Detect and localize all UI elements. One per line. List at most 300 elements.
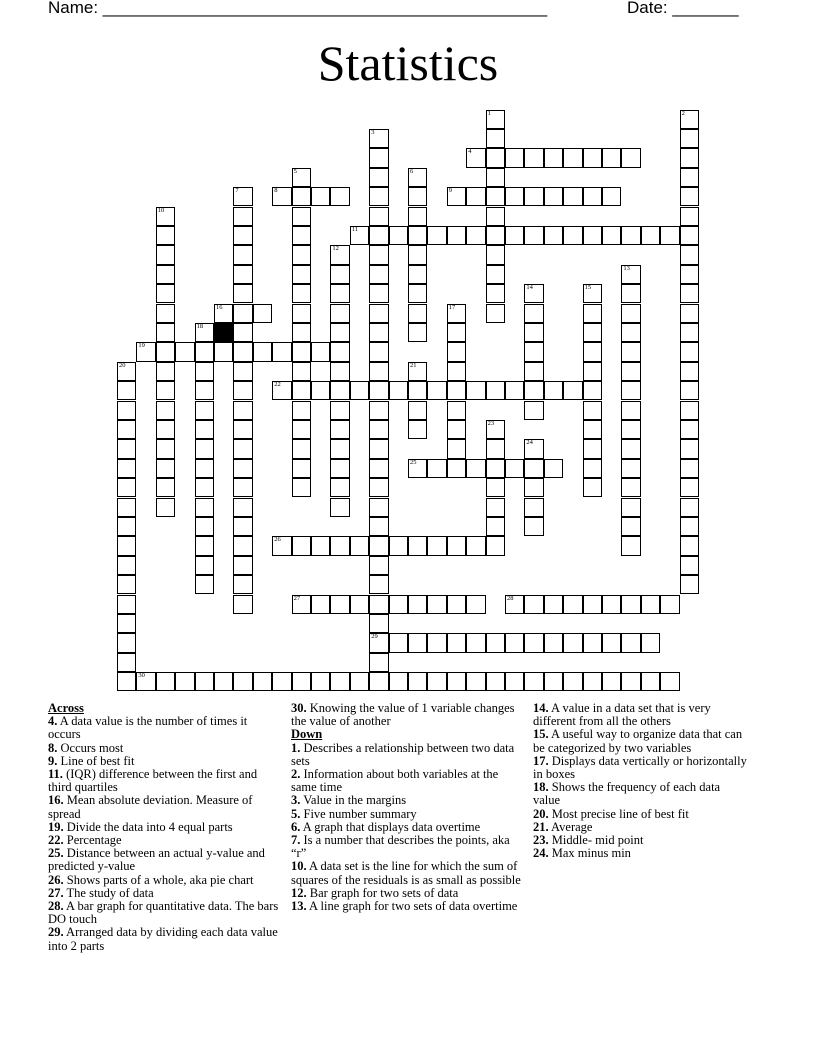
crossword-cell[interactable] (369, 148, 388, 167)
crossword-cell[interactable] (486, 498, 505, 517)
crossword-cell[interactable] (408, 362, 427, 381)
crossword-cell[interactable] (408, 536, 427, 555)
crossword-cell[interactable] (486, 148, 505, 167)
crossword-cell[interactable] (408, 304, 427, 323)
crossword-cell[interactable] (524, 381, 543, 400)
crossword-cell[interactable] (563, 148, 582, 167)
crossword-cell[interactable] (233, 323, 252, 342)
crossword-cell[interactable] (330, 284, 349, 303)
crossword-cell[interactable] (156, 226, 175, 245)
crossword-cell[interactable] (524, 148, 543, 167)
crossword-cell[interactable] (505, 595, 524, 614)
crossword-cell[interactable] (408, 168, 427, 187)
date-line[interactable]: Date: _______ (627, 0, 739, 17)
crossword-cell[interactable] (195, 556, 214, 575)
crossword-cell[interactable] (233, 498, 252, 517)
crossword-cell[interactable] (466, 459, 485, 478)
crossword-cell[interactable] (156, 245, 175, 264)
crossword-cell[interactable] (602, 226, 621, 245)
crossword-cell[interactable] (680, 187, 699, 206)
crossword-cell[interactable] (369, 168, 388, 187)
crossword-cell[interactable] (544, 672, 563, 691)
crossword-cell[interactable] (292, 323, 311, 342)
crossword-cell[interactable] (117, 575, 136, 594)
crossword-cell[interactable] (621, 498, 640, 517)
crossword-cell[interactable] (369, 245, 388, 264)
crossword-cell[interactable] (408, 323, 427, 342)
crossword-cell[interactable] (369, 207, 388, 226)
crossword-cell[interactable] (272, 672, 291, 691)
crossword-cell[interactable] (195, 536, 214, 555)
crossword-cell[interactable] (330, 595, 349, 614)
crossword-cell[interactable] (680, 556, 699, 575)
crossword-cell[interactable] (350, 672, 369, 691)
crossword-cell[interactable] (369, 342, 388, 361)
crossword-cell[interactable] (680, 304, 699, 323)
crossword-cell[interactable] (156, 265, 175, 284)
crossword-cell[interactable] (292, 381, 311, 400)
crossword-cell[interactable] (524, 362, 543, 381)
crossword-cell[interactable] (408, 226, 427, 245)
crossword-cell[interactable] (117, 556, 136, 575)
crossword-cell[interactable] (621, 342, 640, 361)
crossword-cell[interactable] (292, 420, 311, 439)
crossword-cell[interactable] (195, 498, 214, 517)
crossword-cell[interactable] (466, 381, 485, 400)
crossword-cell[interactable] (156, 323, 175, 342)
crossword-cell[interactable] (447, 672, 466, 691)
crossword-cell[interactable] (156, 478, 175, 497)
crossword-cell[interactable] (680, 265, 699, 284)
crossword-cell[interactable] (680, 401, 699, 420)
crossword-cell[interactable] (583, 595, 602, 614)
crossword-cell[interactable] (602, 672, 621, 691)
crossword-cell[interactable] (621, 226, 640, 245)
crossword-cell[interactable] (466, 187, 485, 206)
crossword-cell[interactable] (156, 362, 175, 381)
crossword-cell[interactable] (680, 148, 699, 167)
crossword-cell[interactable] (680, 207, 699, 226)
crossword-cell[interactable] (583, 420, 602, 439)
crossword-cell[interactable] (233, 401, 252, 420)
crossword-cell[interactable] (505, 148, 524, 167)
crossword-cell[interactable] (117, 459, 136, 478)
crossword-cell[interactable] (195, 323, 214, 342)
crossword-cell[interactable] (660, 672, 679, 691)
crossword-cell[interactable] (602, 595, 621, 614)
crossword-cell[interactable] (466, 595, 485, 614)
crossword-cell[interactable] (621, 478, 640, 497)
crossword-cell[interactable] (466, 633, 485, 652)
crossword-cell[interactable] (486, 284, 505, 303)
crossword-cell[interactable] (447, 536, 466, 555)
crossword-cell[interactable] (544, 148, 563, 167)
crossword-cell[interactable] (292, 401, 311, 420)
crossword-cell[interactable] (447, 187, 466, 206)
crossword-cell[interactable] (195, 362, 214, 381)
crossword-cell[interactable] (408, 207, 427, 226)
crossword-cell[interactable] (641, 226, 660, 245)
crossword-cell[interactable] (330, 342, 349, 361)
crossword-cell[interactable] (408, 459, 427, 478)
crossword-cell[interactable] (524, 595, 543, 614)
crossword-cell[interactable] (330, 498, 349, 517)
crossword-cell[interactable] (524, 498, 543, 517)
crossword-cell[interactable] (117, 595, 136, 614)
crossword-cell[interactable] (447, 595, 466, 614)
crossword-cell[interactable] (369, 556, 388, 575)
crossword-cell[interactable] (233, 284, 252, 303)
crossword-cell[interactable] (330, 420, 349, 439)
crossword-cell[interactable] (136, 342, 155, 361)
crossword-cell[interactable] (466, 536, 485, 555)
crossword-cell[interactable] (233, 245, 252, 264)
crossword-cell[interactable] (233, 226, 252, 245)
crossword-cell[interactable] (292, 168, 311, 187)
crossword-cell[interactable] (583, 148, 602, 167)
crossword-cell[interactable] (583, 381, 602, 400)
crossword-cell[interactable] (117, 439, 136, 458)
crossword-cell[interactable] (156, 498, 175, 517)
crossword-cell[interactable] (524, 517, 543, 536)
crossword-cell[interactable] (233, 595, 252, 614)
crossword-cell[interactable] (427, 536, 446, 555)
crossword-cell[interactable] (641, 595, 660, 614)
crossword-cell[interactable] (330, 187, 349, 206)
crossword-cell[interactable] (544, 595, 563, 614)
crossword-cell[interactable] (195, 439, 214, 458)
crossword-cell[interactable] (447, 323, 466, 342)
crossword-cell[interactable] (330, 672, 349, 691)
crossword-cell[interactable] (292, 226, 311, 245)
crossword-cell[interactable] (583, 362, 602, 381)
crossword-cell[interactable] (408, 265, 427, 284)
crossword-cell[interactable] (408, 187, 427, 206)
crossword-cell[interactable] (447, 633, 466, 652)
crossword-cell[interactable] (195, 672, 214, 691)
crossword-cell[interactable] (680, 420, 699, 439)
crossword-cell[interactable] (602, 187, 621, 206)
crossword-cell[interactable] (233, 187, 252, 206)
crossword-cell[interactable] (680, 381, 699, 400)
crossword-cell[interactable] (156, 381, 175, 400)
crossword-cell[interactable] (253, 304, 272, 323)
crossword-cell[interactable] (544, 633, 563, 652)
crossword-cell[interactable] (486, 304, 505, 323)
crossword-cell[interactable] (292, 672, 311, 691)
crossword-cell[interactable] (389, 672, 408, 691)
crossword-cell[interactable] (292, 362, 311, 381)
crossword-cell[interactable] (156, 459, 175, 478)
crossword-cell[interactable] (447, 439, 466, 458)
crossword-cell[interactable] (466, 672, 485, 691)
crossword-cell[interactable] (350, 381, 369, 400)
crossword-cell[interactable] (680, 323, 699, 342)
crossword-cell[interactable] (486, 168, 505, 187)
crossword-cell[interactable] (621, 148, 640, 167)
crossword-cell[interactable] (330, 439, 349, 458)
crossword-cell[interactable] (195, 401, 214, 420)
crossword-cell[interactable] (253, 672, 272, 691)
crossword-cell[interactable] (292, 304, 311, 323)
crossword-cell[interactable] (486, 226, 505, 245)
crossword-cell[interactable] (369, 478, 388, 497)
crossword-cell[interactable] (292, 245, 311, 264)
crossword-cell[interactable] (117, 381, 136, 400)
crossword-cell[interactable] (156, 672, 175, 691)
crossword-cell[interactable] (233, 207, 252, 226)
crossword-cell[interactable] (466, 148, 485, 167)
crossword-cell[interactable] (369, 536, 388, 555)
crossword-cell[interactable] (524, 342, 543, 361)
crossword-cell[interactable] (330, 401, 349, 420)
crossword-cell[interactable] (524, 672, 543, 691)
crossword-cell[interactable] (486, 187, 505, 206)
crossword-cell[interactable] (117, 633, 136, 652)
crossword-cell[interactable] (156, 207, 175, 226)
crossword-cell[interactable] (524, 478, 543, 497)
crossword-cell[interactable] (214, 672, 233, 691)
crossword-cell[interactable] (195, 517, 214, 536)
crossword-cell[interactable] (156, 304, 175, 323)
crossword-cell[interactable] (330, 536, 349, 555)
crossword-cell[interactable] (447, 226, 466, 245)
crossword-cell[interactable] (369, 614, 388, 633)
crossword-cell[interactable] (272, 187, 291, 206)
crossword-cell[interactable] (447, 342, 466, 361)
crossword-cell[interactable] (369, 672, 388, 691)
crossword-cell[interactable] (680, 110, 699, 129)
crossword-cell[interactable] (583, 401, 602, 420)
crossword-cell[interactable] (175, 342, 194, 361)
crossword-cell[interactable] (253, 342, 272, 361)
crossword-cell[interactable] (621, 284, 640, 303)
crossword-cell[interactable] (408, 284, 427, 303)
crossword-cell[interactable] (389, 536, 408, 555)
crossword-cell[interactable] (330, 265, 349, 284)
crossword-cell[interactable] (621, 362, 640, 381)
crossword-cell[interactable] (621, 323, 640, 342)
crossword-cell[interactable] (621, 595, 640, 614)
crossword-cell[interactable] (680, 517, 699, 536)
crossword-cell[interactable] (369, 265, 388, 284)
crossword-cell[interactable] (563, 226, 582, 245)
crossword-cell[interactable] (544, 459, 563, 478)
crossword-cell[interactable] (524, 304, 543, 323)
crossword-cell[interactable] (330, 478, 349, 497)
crossword-cell[interactable] (621, 381, 640, 400)
crossword-cell[interactable] (447, 381, 466, 400)
crossword-cell[interactable] (563, 633, 582, 652)
crossword-cell[interactable] (583, 439, 602, 458)
crossword-cell[interactable] (369, 401, 388, 420)
crossword-cell[interactable] (311, 342, 330, 361)
crossword-cell[interactable] (233, 439, 252, 458)
crossword-cell[interactable] (233, 517, 252, 536)
crossword-cell[interactable] (272, 536, 291, 555)
crossword-cell[interactable] (195, 478, 214, 497)
crossword-cell[interactable] (524, 459, 543, 478)
crossword-cell[interactable] (680, 478, 699, 497)
crossword-cell[interactable] (486, 439, 505, 458)
crossword-cell[interactable] (486, 129, 505, 148)
crossword-cell[interactable] (447, 362, 466, 381)
crossword-cell[interactable] (330, 323, 349, 342)
crossword-cell[interactable] (524, 323, 543, 342)
crossword-cell[interactable] (621, 420, 640, 439)
crossword-cell[interactable] (117, 536, 136, 555)
crossword-cell[interactable] (117, 420, 136, 439)
crossword-cell[interactable] (233, 362, 252, 381)
crossword-cell[interactable] (408, 420, 427, 439)
name-line[interactable]: Name: _______________________________________________ (48, 0, 548, 17)
crossword-cell[interactable] (214, 342, 233, 361)
crossword-cell[interactable] (680, 168, 699, 187)
crossword-cell[interactable] (583, 323, 602, 342)
crossword-cell[interactable] (369, 595, 388, 614)
crossword-cell[interactable] (544, 226, 563, 245)
crossword-cell[interactable] (486, 672, 505, 691)
crossword-cell[interactable] (233, 536, 252, 555)
crossword-cell[interactable] (292, 342, 311, 361)
crossword-cell[interactable] (117, 498, 136, 517)
crossword-cell[interactable] (486, 245, 505, 264)
crossword-cell[interactable] (486, 459, 505, 478)
crossword-cell[interactable] (524, 401, 543, 420)
crossword-cell[interactable] (641, 633, 660, 652)
crossword-cell[interactable] (486, 517, 505, 536)
crossword-cell[interactable] (544, 187, 563, 206)
crossword-cell[interactable] (408, 633, 427, 652)
crossword-cell[interactable] (680, 575, 699, 594)
crossword-cell[interactable] (292, 207, 311, 226)
crossword-cell[interactable] (621, 439, 640, 458)
crossword-cell[interactable] (369, 498, 388, 517)
crossword-cell[interactable] (311, 381, 330, 400)
crossword-cell[interactable] (680, 459, 699, 478)
crossword-cell[interactable] (641, 672, 660, 691)
crossword-cell[interactable] (233, 556, 252, 575)
crossword-cell[interactable] (466, 226, 485, 245)
crossword-cell[interactable] (621, 536, 640, 555)
crossword-cell[interactable] (214, 304, 233, 323)
crossword-cell[interactable] (621, 459, 640, 478)
crossword-cell[interactable] (311, 536, 330, 555)
crossword-cell[interactable] (427, 459, 446, 478)
crossword-cell[interactable] (350, 595, 369, 614)
crossword-cell[interactable] (156, 420, 175, 439)
crossword-cell[interactable] (195, 342, 214, 361)
crossword-cell[interactable] (524, 187, 543, 206)
crossword-cell[interactable] (369, 439, 388, 458)
crossword-cell[interactable] (350, 226, 369, 245)
crossword-cell[interactable] (156, 439, 175, 458)
crossword-cell[interactable] (311, 595, 330, 614)
crossword-cell[interactable] (486, 420, 505, 439)
crossword-cell[interactable] (524, 226, 543, 245)
crossword-cell[interactable] (680, 498, 699, 517)
crossword-cell[interactable] (175, 672, 194, 691)
crossword-cell[interactable] (486, 381, 505, 400)
crossword-cell[interactable] (369, 633, 388, 652)
crossword-cell[interactable] (660, 226, 679, 245)
crossword-cell[interactable] (156, 342, 175, 361)
crossword-cell[interactable] (544, 381, 563, 400)
crossword-cell[interactable] (369, 362, 388, 381)
crossword-cell[interactable] (272, 342, 291, 361)
crossword-cell[interactable] (563, 187, 582, 206)
crossword-cell[interactable] (427, 381, 446, 400)
crossword-cell[interactable] (563, 595, 582, 614)
crossword-cell[interactable] (408, 595, 427, 614)
crossword-cell[interactable] (117, 653, 136, 672)
crossword-cell[interactable] (680, 342, 699, 361)
crossword-cell[interactable] (330, 362, 349, 381)
crossword-cell[interactable] (602, 148, 621, 167)
crossword-cell[interactable] (680, 284, 699, 303)
crossword-cell[interactable] (621, 304, 640, 323)
crossword-cell[interactable] (602, 633, 621, 652)
crossword-cell[interactable] (330, 381, 349, 400)
crossword-cell[interactable] (621, 672, 640, 691)
crossword-cell[interactable] (369, 517, 388, 536)
crossword-cell[interactable] (563, 672, 582, 691)
crossword-cell[interactable] (117, 401, 136, 420)
crossword-cell[interactable] (117, 672, 136, 691)
crossword-cell[interactable] (292, 459, 311, 478)
crossword-cell[interactable] (408, 672, 427, 691)
crossword-cell[interactable] (389, 381, 408, 400)
crossword-cell[interactable] (583, 226, 602, 245)
crossword-cell[interactable] (680, 362, 699, 381)
crossword-cell[interactable] (486, 633, 505, 652)
crossword-cell[interactable] (369, 575, 388, 594)
crossword-cell[interactable] (292, 284, 311, 303)
crossword-cell[interactable] (621, 265, 640, 284)
crossword-cell[interactable] (369, 653, 388, 672)
crossword-cell[interactable] (408, 381, 427, 400)
crossword-cell[interactable] (233, 342, 252, 361)
crossword-cell[interactable] (680, 226, 699, 245)
crossword-cell[interactable] (660, 595, 679, 614)
crossword-cell[interactable] (447, 420, 466, 439)
crossword-cell[interactable] (447, 459, 466, 478)
crossword-cell[interactable] (311, 187, 330, 206)
crossword-cell[interactable] (369, 323, 388, 342)
crossword-cell[interactable] (427, 633, 446, 652)
crossword-cell[interactable] (369, 226, 388, 245)
crossword-cell[interactable] (621, 517, 640, 536)
crossword-cell[interactable] (505, 381, 524, 400)
crossword-cell[interactable] (408, 245, 427, 264)
crossword-cell[interactable] (369, 304, 388, 323)
crossword-cell[interactable] (330, 459, 349, 478)
crossword-cell[interactable] (505, 226, 524, 245)
crossword-cell[interactable] (156, 401, 175, 420)
crossword-cell[interactable] (272, 381, 291, 400)
crossword-cell[interactable] (621, 633, 640, 652)
crossword-cell[interactable] (117, 362, 136, 381)
crossword-cell[interactable] (486, 265, 505, 284)
crossword-cell[interactable] (330, 304, 349, 323)
crossword-cell[interactable] (583, 633, 602, 652)
crossword-cell[interactable] (233, 265, 252, 284)
crossword-cell[interactable] (389, 226, 408, 245)
crossword-cell[interactable] (621, 401, 640, 420)
crossword-cell[interactable] (369, 420, 388, 439)
crossword-cell[interactable] (350, 536, 369, 555)
crossword-cell[interactable] (583, 284, 602, 303)
